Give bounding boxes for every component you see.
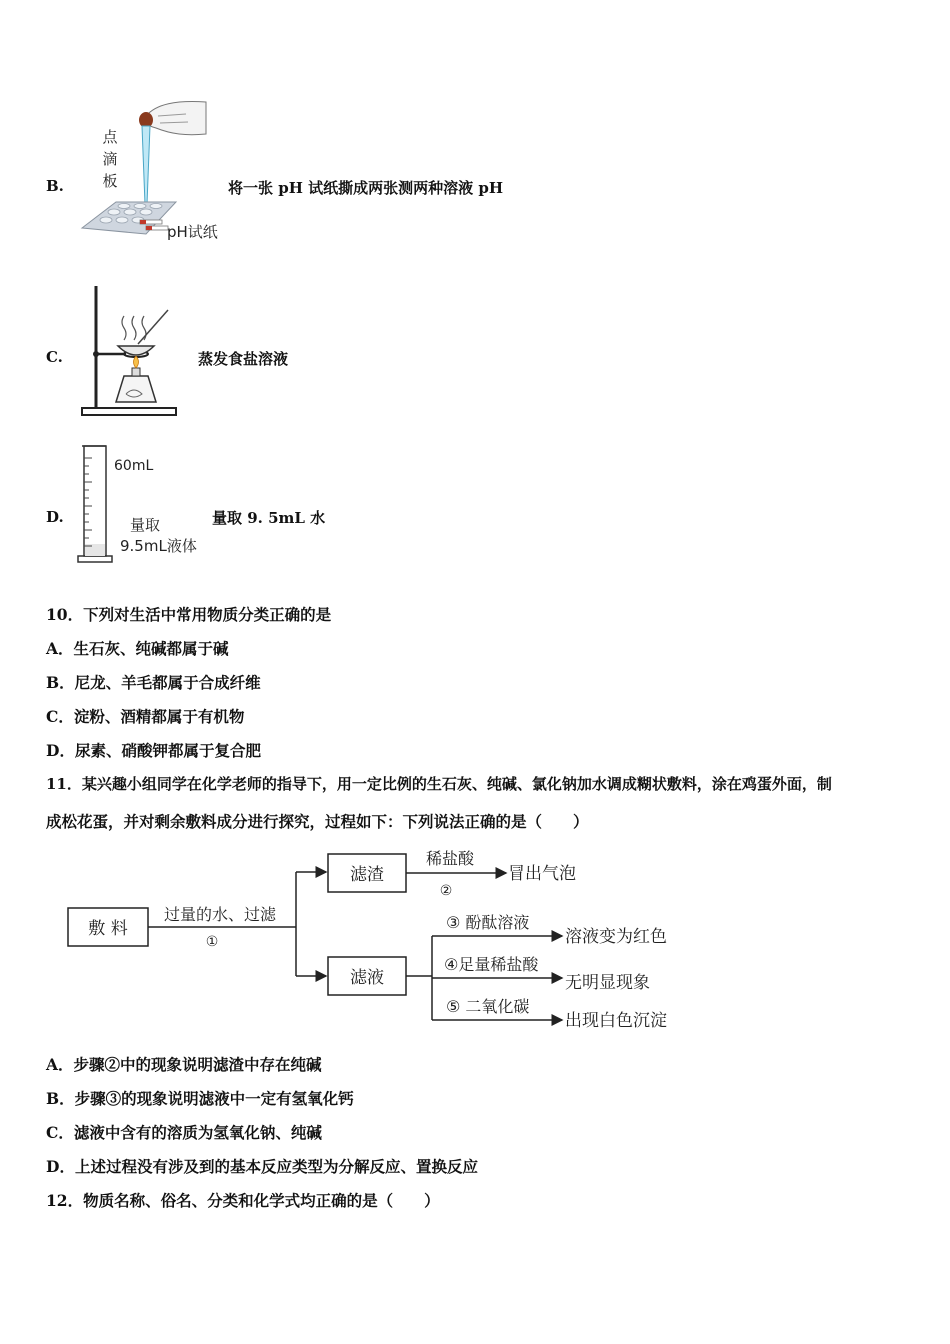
q10-option-c: C．淀粉、酒精都属于有机物 [46,707,245,726]
q11-option-c: C．滤液中含有的溶质为氢氧化钠、纯碱 [46,1123,322,1142]
q11-option-a: A．步骤②中的现象说明滤渣中存在纯碱 [46,1055,322,1074]
q10-stem: 10．下列对生活中常用物质分类正确的是 [46,605,332,624]
cylinder-measure-label: 量取 [130,516,161,534]
flow-result4-text: 无明显现象 [565,973,650,993]
flow-result5-text: 出现白色沉淀 [565,1011,667,1031]
q12-stem: 12．物质名称、俗名、分类和化学式均正确的是（ ） [46,1191,440,1210]
q11-flowchart [60,842,720,1038]
q11-stem-line1: 11．某兴趣小组同学在化学老师的指导下，用一定比例的生石灰、纯碱、氯化钠加水调成糊状敷料，涂在鸡蛋外面，制 [46,775,832,793]
evaporation-figure [76,284,186,422]
flow-step5-text: ⑤ 二氧化碳 [446,997,530,1016]
option-c-letter: C. [46,348,63,366]
ph-paper-label: pH试纸 [167,223,218,241]
flow-acid-text: 稀盐酸 [425,849,475,868]
option-b-text: 将一张 pH 试纸撕成两张测两种溶液 pH [228,179,503,197]
q11-option-d: D．上述过程没有涉及到的基本反应类型为分解反应、置换反应 [46,1157,478,1176]
option-d-text: 量取 9. 5mL 水 [212,509,326,527]
option-b-letter: B. [46,177,64,195]
option-d-letter: D. [46,508,64,526]
flow-step3-text: ③ 酚酞溶液 [446,913,530,932]
option-c-text: 蒸发食盐溶液 [198,350,289,368]
flow-bubbles-text: 冒出气泡 [508,864,576,884]
q11-option-b: B．步骤③的现象说明滤液中一定有氢氧化钙 [46,1089,354,1108]
q10-option-d: D．尿素、硝酸钾都属于复合肥 [46,741,261,760]
q11-stem-line2: 成松花蛋，并对剩余敷料成分进行探究，过程如下：下列说法正确的是（ ） [46,812,589,831]
q10-option-b: B．尼龙、羊毛都属于合成纤维 [46,673,261,692]
flow-filtrate-text: 滤液 [350,968,384,988]
flow-residue-text: 滤渣 [350,865,384,885]
flow-step1-num: ① [205,934,219,950]
flow-step1-text: 过量的水、过滤 [163,905,277,924]
graduated-cylinder-figure [76,444,116,568]
flow-step4-text: ④足量稀盐酸 [444,955,539,974]
cylinder-60ml-label: 60mL [114,458,154,474]
flow-step2-num: ② [439,883,453,899]
q10-option-a: A．生石灰、纯碱都属于碱 [46,639,229,658]
cylinder-volume-label: 9.5mL液体 [120,537,197,555]
spot-plate-label: 点 滴 板 [102,128,118,190]
flow-start-text: 敷 料 [88,919,128,939]
flow-result3-text: 溶液变为红色 [565,927,667,947]
